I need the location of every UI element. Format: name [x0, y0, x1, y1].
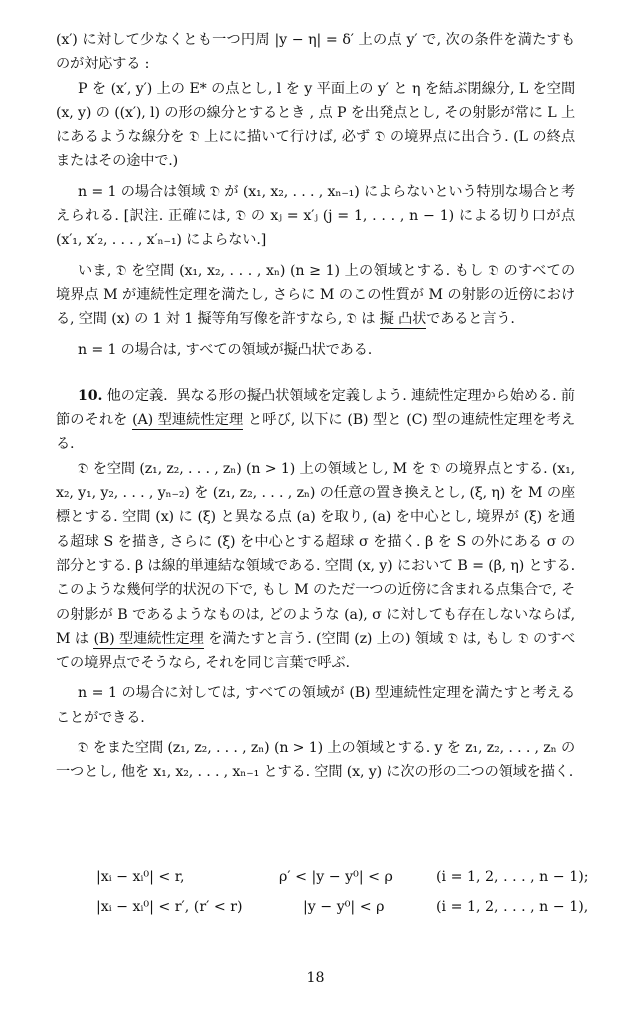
formula-cell: (i = 1, 2, . . . , n − 1),	[436, 899, 589, 915]
paragraph-3: n = 1 の場合は領域 𝔇 が (x₁, x₂, . . . , xₙ₋₁) によらないという特別な場合と考えられる. [訳注. 正確には, 𝔇 の xⱼ = x′ⱼ (j = 1, . . . , n − 1) による切り口が点 (x′₁, x′₂, . . . , x′ₙ₋₁) によらない.]	[56, 183, 575, 249]
formula-cell: (i = 1, 2, . . . , n − 1);	[436, 869, 589, 885]
paragraph-domain-xy: 𝔇 をまた空間 (z₁, z₂, . . . , zₙ) (n > 1) 上の領域とする. y を z₁, z₂, . . . , zₙ の一つとし, 他を x₁, x₂, . . . , xₙ₋₁ とする. 空間 (x, y) に次の形の二つの領域を描く.	[56, 740, 575, 781]
body-text	[56, 28, 575, 785]
page-number: 18	[306, 970, 325, 986]
type-b-text: 𝔇 を空間 (z₁, z₂, . . . , zₙ) (n > 1) 上の領域とし, M を 𝔇 の境界点とする. (x₁, x₂, y₁, y₂, . . . , yₙ₋₂) を (z₁, z₂, . . . , zₙ) の任意の置き換えとし, (ξ, η) を M の座標とする. 空間 (x) に (ξ) と異なる点 (a) を取り, (a) を中心とし, 境界が (ξ) を通る超球 S を描き, さらに (ξ) を中心とする超球 σ を描く. β を S の外にある σ の部分とする. β は線的単連結な領域である. 空間 (x, y) において B = (β, η) とする. このような幾何学的状況の下で, もし M のただ一つの近傍に含まれる点集合で, その射影が B であるようなものは, どのような (a), σ に対しても存在しないならば, M は	[56, 460, 575, 647]
formula-cell: |xᵢ − xᵢ⁰| < r,	[96, 869, 185, 885]
section-lead: 異なる形の擬凸状領域を定義しよう. 連続性定理から始める. 前節のそれを	[56, 387, 575, 429]
definition-text: いま, 𝔇 を空間 (x₁, x₂, . . . , xₙ) (n ≥ 1) 上の領域とする. もし 𝔇 のすべての境界点 M が連続性定理を満たし, さらに M のこの性質が M の射影の近傍における, 空間 (x) の 1 対 1 擬等角写像を許すなら, 𝔇 は	[56, 262, 575, 328]
formula-row-2	[96, 892, 596, 922]
paragraph-2: P を (x′, y′) 上の E* の点とし, l を y 平面上の y′ と η を結ぶ閉線分, L を空間 (x, y) の ((x′), l) の形の線分とするとき , 点 P を出発点とし, その射影が常に L 上にあるような線分を 𝔇 上にに描いて行けば, 必ず 𝔇 の境界点に出合う. (L の終点またはその途中で.)	[56, 80, 575, 170]
formula-cell: |xᵢ − xᵢ⁰| < r′, (r′ < r)	[96, 899, 243, 915]
section-title: 他の定義.	[106, 387, 168, 404]
definition-end: であると言う.	[426, 311, 515, 328]
paragraph-n1-type-b: n = 1 の場合に対しては, すべての領域が (B) 型連続性定理を満たすと考えることができる.	[56, 685, 575, 726]
paragraph-1: (x′) に対して少なくとも一つ円周 |y − η| = δ′ 上の点 y′ で, 次の条件を満たすものが対応する :	[56, 32, 575, 73]
paragraph-type-b	[56, 457, 575, 676]
formula-cell: ρ′ < |y − y⁰| < ρ	[279, 869, 393, 885]
paragraph-4	[56, 259, 575, 332]
section-number: 10.	[78, 387, 103, 404]
type-b-end: を満たすと言う. (空間 (z) 上の) 領域 𝔇 は, もし 𝔇 のすべての境界点でそうなら, それを同じ言葉で呼ぶ.	[56, 630, 575, 672]
term-pseudoconvex: 擬 凸状	[379, 311, 427, 328]
formula-cell: |y − y⁰| < ρ	[303, 899, 385, 915]
formula-block	[96, 862, 596, 922]
formula-row-1	[96, 862, 596, 892]
term-type-a: (A) 型連続性定理	[132, 412, 244, 429]
section-lead-end: と呼び, 以下に (B) 型と (C) 型の連続性定理を考える.	[56, 412, 575, 453]
paragraph-5: n = 1 の場合は, すべての領域が擬凸状である.	[78, 341, 373, 358]
section-10-intro	[56, 384, 575, 457]
term-type-b: (B) 型連続性定理	[93, 630, 204, 647]
